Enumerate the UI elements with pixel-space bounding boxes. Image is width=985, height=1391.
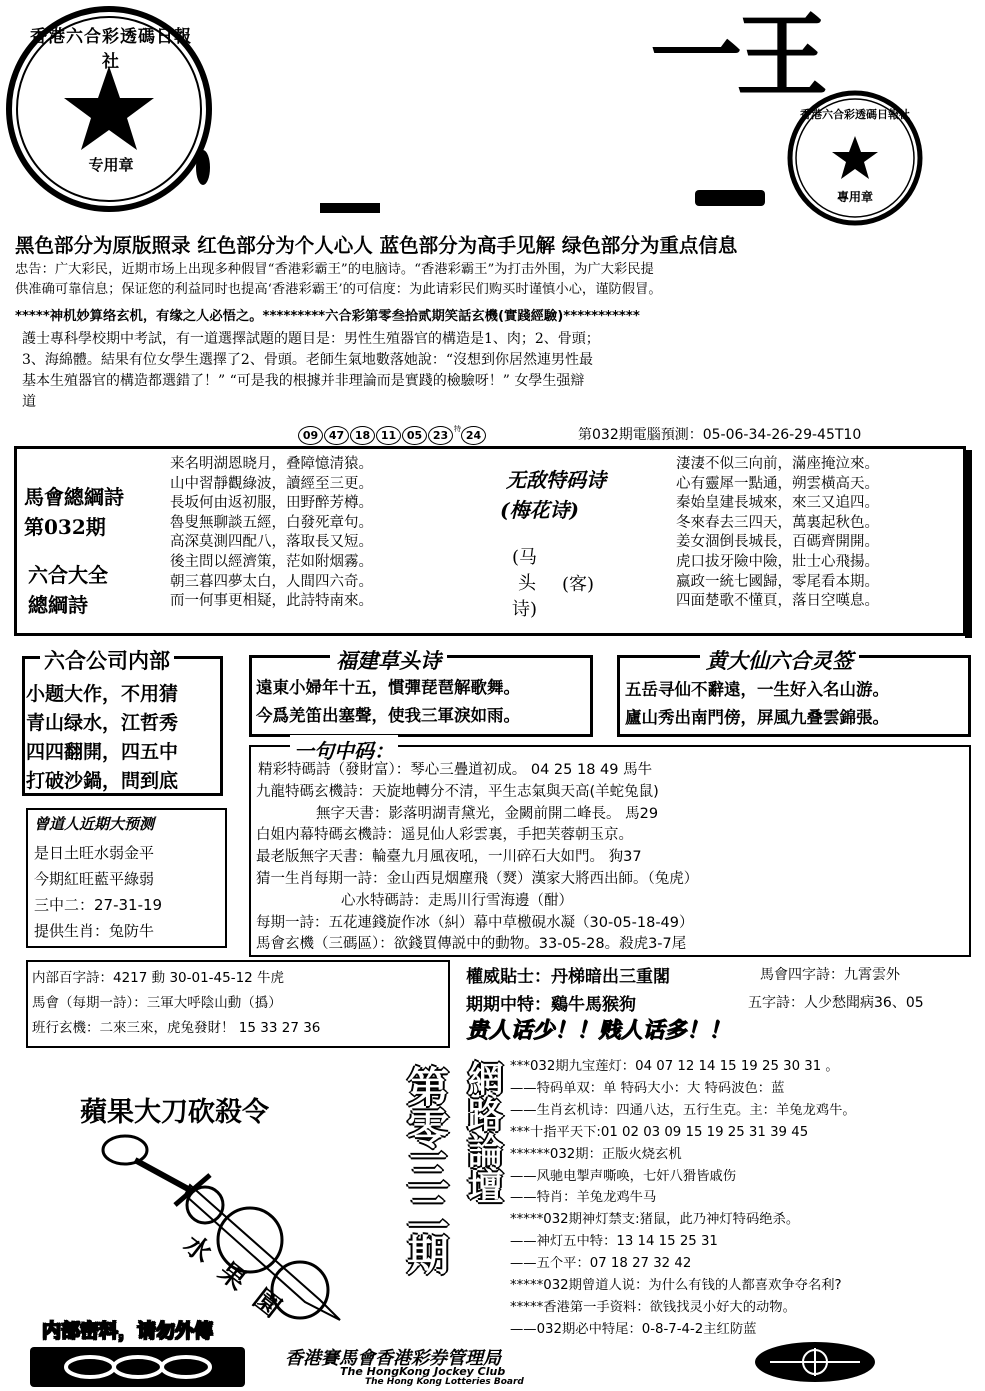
answer-char: 头 bbox=[518, 573, 536, 594]
right-list bbox=[510, 1056, 856, 1341]
one-line-item: 猜一生肖每期一詩：金山西見烟塵飛（燹）漢家大將西出師。（兔虎） bbox=[256, 870, 699, 887]
poem-mid-title bbox=[500, 465, 606, 525]
one-line-item: 每期一詩：五花連錢旋作冰（糾）幕中草檄硯水凝（30-05-18-49） bbox=[256, 914, 694, 931]
star-icon bbox=[832, 136, 878, 179]
right-list-item: ——神灯五中特：13 14 15 25 31 bbox=[510, 1234, 718, 1250]
zeng-line: 是日土旺水弱金平 bbox=[34, 844, 155, 862]
notice-line-2: 供准确可靠信息；保证您的利益同时也提高‘香港彩霸王’的可信度：为此请彩民们购买时谨慎小心，谨防假冒。 bbox=[15, 282, 662, 297]
poem-left-title-2 bbox=[28, 560, 108, 620]
zeng-lines bbox=[34, 840, 162, 944]
one-line-item: 最老版無字天書：輪臺九月風夜吼，一川碎石大如門。 狗37 bbox=[256, 849, 642, 866]
apple-title: 蘋果大刀砍殺令 bbox=[80, 1097, 269, 1128]
poem-line: 冬來春去三四天，萬裏起秋色。 bbox=[676, 514, 879, 531]
footer-logo-right bbox=[755, 1342, 875, 1382]
poem-line: 四面楚歌不懂頁，落日空嘆息。 bbox=[676, 593, 879, 610]
liuhe-lines bbox=[26, 680, 178, 796]
zeng-line: 提供生肖：兔防牛 bbox=[34, 922, 155, 940]
right-list-item: ***032期九宝莲灯：04 07 12 14 15 19 25 30 31 。 bbox=[510, 1059, 839, 1074]
masthead-bar-right bbox=[695, 190, 765, 206]
joke-line-4: 道 bbox=[22, 394, 36, 410]
one-line-title: 一句中码： bbox=[290, 735, 398, 764]
fujian-title: 福建草头诗 bbox=[330, 645, 447, 675]
poem-line: 嬴政一統七國歸，零尾看本期。 bbox=[676, 573, 879, 590]
one-line-item: 無字天書：影落明湖青黛光，金闕前開二峰長。 馬29 bbox=[316, 805, 659, 822]
seal-ring-text: 香港六合彩透碼日報社 bbox=[30, 27, 192, 72]
huang-lines bbox=[625, 676, 889, 732]
ball: 23 bbox=[428, 426, 453, 445]
authority-1b: 馬會四字詩：九霄雲外 bbox=[760, 967, 900, 983]
poem-line: 朝三暮四夢太白，人間四六奇。 bbox=[170, 573, 373, 590]
seal-small-center-text: 專用章 bbox=[836, 190, 873, 204]
ball: 18 bbox=[350, 426, 375, 445]
inner-line: 馬會（每期一詩）：三軍大呼陰山動（撝） bbox=[32, 995, 282, 1011]
joke-line-3: 基本生殖器官的構造都選錯了！” “可是我的根據并非理論而是實踐的檢驗呀！” 女學生强辯 bbox=[22, 373, 585, 389]
jockey-club-logo-icon bbox=[755, 1342, 875, 1382]
lotteries-logo-icon bbox=[30, 1347, 245, 1387]
poem-line: 魯叟無聊談五經，白發死章句。 bbox=[170, 514, 373, 531]
official-seal-small bbox=[785, 88, 925, 228]
poem-line: 淒淒不似三向前，滿座掩泣來。 bbox=[676, 456, 879, 472]
poem-line: 秦始皇建長城來，來三又追四。 bbox=[676, 495, 879, 512]
inner-line: 内部百字詩：4217 動 30-01-45-12 牛虎 bbox=[32, 970, 285, 986]
right-list-item: ——032期必中特尾：0-8-7-4-2主红防蓝 bbox=[510, 1321, 757, 1337]
ball: 11 bbox=[376, 426, 401, 445]
footer-en2: The Hong Kong Lotteries Board bbox=[365, 1377, 524, 1387]
right-list-item: *****香港第一手资料：欲钱找灵小好大的动物。 bbox=[510, 1299, 796, 1315]
authority-2b: 五字詩：人少愁聞病36、05 bbox=[748, 995, 924, 1011]
ball: 47 bbox=[324, 426, 349, 445]
poem-line: 長坂何由返初服，田野醉芳樽。 bbox=[170, 495, 373, 512]
masthead-mark bbox=[196, 150, 210, 185]
zeng-line: 今期紅旺藍平綠弱 bbox=[34, 870, 155, 888]
poem-mid-answer bbox=[512, 545, 537, 623]
forum-title: 網路論壇 bbox=[462, 1060, 504, 1204]
right-list-item: *****032期神灯禁支:猪鼠，此乃神灯特码绝杀。 bbox=[510, 1212, 800, 1228]
one-line-item: 九龍特碼玄機詩：天旋地轉分不清，平生志氣與天高(羊蛇兔鼠) bbox=[256, 783, 659, 800]
computer-forecast: 第032期電腦預測：05-06-34-26-29-45T10 bbox=[578, 427, 862, 443]
fujian-lines bbox=[256, 674, 520, 730]
ball: 09 bbox=[298, 426, 323, 445]
masthead-fragment: 一王 bbox=[650, 2, 823, 110]
fujian-line: 今爲羌笛出塞聲，使我三軍淚如雨。 bbox=[256, 706, 520, 725]
official-seal-large bbox=[4, 4, 214, 214]
poem-left-title bbox=[24, 482, 124, 542]
poem-mid-title-line: 无敌特码诗 bbox=[506, 468, 606, 492]
right-list-item: *****032期曾道人说：为什么有钱的人都喜欢争夺名利? bbox=[510, 1278, 842, 1294]
right-list-item: ——特肖：羊兔龙鸡牛马 bbox=[510, 1190, 657, 1206]
one-line-item: 馬會玄機（三碼區）：欲錢買傳説中的動物。33-05-28。殺虎3-7尾 bbox=[256, 936, 687, 953]
footer-cn: 香港賽馬會香港彩券管理局 bbox=[285, 1348, 501, 1369]
liuhe-title: 六合公司内部 bbox=[40, 645, 174, 675]
special-tag: 特 bbox=[454, 425, 461, 433]
star-icon bbox=[64, 66, 154, 150]
joke-title: *****神机妙算络玄机，有缘之人必悟之。*********六合彩第零叁拾贰期笑話玄機(實踐經驗)*********** bbox=[15, 309, 640, 324]
liuhe-line: 打破沙鍋，問到底 bbox=[26, 770, 179, 792]
poem-line: 高深莫測四配八，落取長又短。 bbox=[170, 534, 373, 551]
zeng-line: 三中二：27-31-19 bbox=[34, 896, 163, 914]
poem-line: 虎口拔牙險中險，壯士心飛揚。 bbox=[676, 553, 879, 570]
one-line-item: 心水特碼詩：走馬川行雪海邊（酣） bbox=[341, 892, 573, 909]
lottery-balls bbox=[298, 424, 487, 445]
answer-char: (马 bbox=[512, 547, 538, 568]
authority-slogan: 贵人话少！！贱人话多！！ bbox=[466, 1017, 731, 1043]
huang-line: 廬山秀出南門傍，屏風九叠雲錦張。 bbox=[625, 708, 889, 727]
poem-title-line: 馬會總綱詩 bbox=[24, 485, 124, 509]
poem-line: 山中習靜觀綠波，讀經至三更。 bbox=[170, 475, 373, 492]
right-list-item: ***十指平天下:01 02 03 09 15 19 25 31 39 45 bbox=[510, 1124, 809, 1140]
joke-line-2: 3、海綿體。結果有位女學生選擇了2、骨頭。老師生氣地數落她說：“沒想到你居然連男性最 bbox=[22, 352, 593, 368]
inner-lines bbox=[32, 966, 320, 1041]
ball: 05 bbox=[402, 426, 427, 445]
poem-divider bbox=[965, 450, 972, 638]
footer-en1: The HongKong Jockey Club bbox=[340, 1365, 506, 1378]
joke-line-1: 護士專科學校期中考試，有一道選擇試題的題目是：男性生殖器官的構造是1、肉；2、骨頭； bbox=[22, 331, 600, 347]
answer-char: 诗) bbox=[512, 599, 538, 620]
authority-1a: 權威貼士：丹梯暗出三重閣 bbox=[466, 967, 670, 987]
apple-sword-text: 水果園 bbox=[177, 1229, 301, 1335]
footer-logo-left bbox=[30, 1347, 245, 1387]
vertical-issue-title: 第零三二期 bbox=[401, 1065, 450, 1275]
right-list-item: ——风驰电掣声嘶唤，七奸八猾皆戚伤 bbox=[510, 1168, 737, 1184]
poem-line: 姜女涸倒長城長，百碼齊開開。 bbox=[676, 534, 879, 551]
right-list-item: ——生肖玄机诗：四通八达，五行生克。主：羊兔龙鸡牛。 bbox=[510, 1102, 856, 1118]
poem-line: 而一何事更相疑，此詩特南來。 bbox=[170, 593, 373, 610]
notice-line-1: 忠告：广大彩民，近期市场上出现多种假冒“香港彩霸王”的电脑诗。“香港彩霸王”为打击外围，为广大彩民提 bbox=[15, 262, 654, 277]
fujian-line: 遠東小婦年十五，慣彈琵琶解歌舞。 bbox=[256, 678, 520, 697]
zeng-title: 曾道人近期大预测 bbox=[34, 815, 155, 833]
poem-title-line: 總綱詩 bbox=[28, 593, 88, 617]
liuhe-line: 青山绿水，江哲秀 bbox=[26, 712, 179, 734]
poem-line: 心有靈犀一點通，朔雲橫高天。 bbox=[676, 475, 879, 492]
poem-mid-title-line: (梅花诗) bbox=[500, 498, 579, 522]
poem-line: 後主問以經濟策，茫如附烟霧。 bbox=[170, 553, 373, 570]
right-list-item: ——五个平：07 18 27 32 42 bbox=[510, 1256, 692, 1272]
seal-center-text: 专用章 bbox=[88, 156, 134, 174]
one-line-item: 白姐内幕特碼玄機詩：遥見仙人彩雲裏，手把芙蓉朝玉京。 bbox=[256, 827, 633, 844]
legend-line: 黑色部分为原版照录 红色部分为个人心人 蓝色部分为高手见解 绿色部分为重点信息 bbox=[15, 234, 738, 257]
huang-title: 黄大仙六合灵签 bbox=[700, 645, 859, 675]
right-list-item: ——特码单双：单 特码大小：大 特码波色：蓝 bbox=[510, 1080, 785, 1096]
one-line-item: 精彩特碼詩（發財富）：琴心三疊道初成。 04 25 18 49 馬牛 bbox=[258, 762, 653, 778]
apple-footer: 内部密料，请勿外傳 bbox=[42, 1320, 214, 1342]
liuhe-line: 小题大作，不用猜 bbox=[26, 683, 179, 705]
one-line-list bbox=[256, 760, 698, 956]
ball: 24 bbox=[461, 426, 486, 445]
poem-right-lines bbox=[676, 455, 879, 612]
seal-small-ring-text: 香港六合彩透碼日報社 bbox=[800, 108, 910, 121]
poem-title-line: 第032期 bbox=[24, 515, 106, 539]
huang-line: 五岳寻仙不辭遠，一生好入名山游。 bbox=[625, 680, 889, 699]
poem-mid-answer-2: (客) bbox=[562, 574, 595, 595]
right-list-item: ******032期：正版火烧玄机 bbox=[510, 1146, 682, 1162]
masthead-bar bbox=[320, 203, 380, 213]
authority-2a: 期期中特：鷄牛馬猴狗 bbox=[466, 995, 636, 1015]
poem-line: 来名明湖恩晓月，叠障憶清猿。 bbox=[170, 456, 373, 472]
inner-line: 班行玄機：二來三來，虎兔發財！ 15 33 27 36 bbox=[32, 1020, 321, 1036]
poem-title-line: 六合大全 bbox=[28, 563, 108, 587]
liuhe-line: 四四翻開，四五中 bbox=[26, 741, 179, 763]
poem-left-lines bbox=[170, 455, 373, 612]
